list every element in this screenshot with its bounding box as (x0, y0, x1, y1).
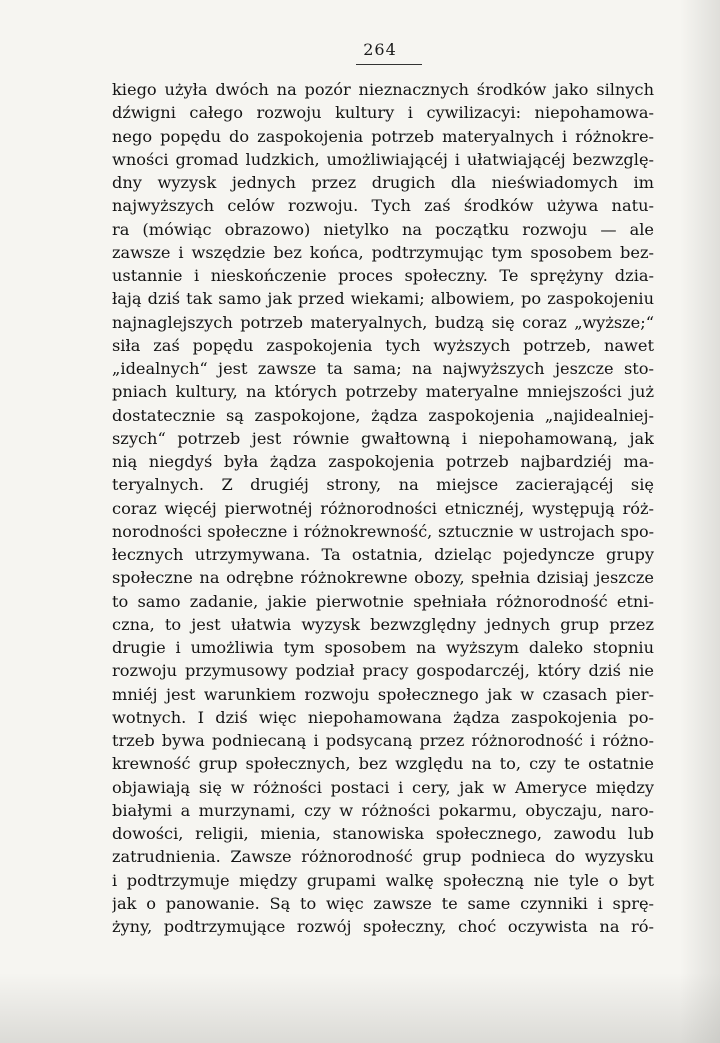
text-line: norodności społeczne i różnokrewność, sztucznie w ustrojach spo- (112, 521, 654, 541)
text-line: to samo zadanie, jakie pierwotnie spełniała różnorodność etni- (112, 591, 654, 611)
text-line: białymi a murzynami, czy w różności pokarmu, obyczaju, naro- (112, 800, 654, 820)
text-line: czna, to jest ułatwia wyzysk bezwzględny jednych grup przez (112, 614, 654, 634)
text-line: mniéj jest warunkiem rozwoju społecznego jak w czasach pier- (112, 684, 654, 704)
text-line: i podtrzymuje między grupami walkę społeczną nie tyle o byt (112, 870, 654, 890)
text-line: szych“ potrzeb jest równie gwałtowną i niepohamowaną, jak (112, 428, 654, 448)
text-line: coraz więcéj pierwotnéj różnorodności etnicznéj, występują róż- (112, 498, 654, 518)
text-line: „idealnych“ jest zawsze ta sama; na najwyższych jeszcze sto- (112, 359, 654, 378)
text-line: nego popędu do zaspokojenia potrzeb materyalnych i różnokre- (112, 126, 654, 146)
text-line: dny wyzysk jednych przez drugich dla nieświadomych im (112, 173, 654, 192)
text-line: kiego użyła dwóch na pozór nieznacznych środków jako silnych (112, 80, 654, 99)
page-number-rule (356, 64, 422, 65)
text-line: najwyższych celów rozwoju. Tych zaś środków używa natu- (112, 196, 654, 216)
text-line: wności gromad ludzkich, umożliwiającéj i ułatwiającéj bezwzglę- (112, 149, 654, 169)
text-line: zawsze i wszędzie bez końca, podtrzymując tym sposobem bez- (112, 242, 654, 262)
text-line: żyny, podtrzymujące rozwój społeczny, choć oczywista na ró- (112, 917, 654, 936)
text-line: teryalnych. Z drugiéj strony, na miejsce zacierającéj się (112, 475, 654, 495)
text-line: nią niegdyś była żądza zaspokojenia potrzeb najbardziéj ma- (112, 452, 654, 471)
text-line: dostatecznie są zaspokojone, żądza zaspokojenia „najidealniej- (112, 405, 654, 425)
text-line: najnaglejszych potrzeb materyalnych, budzą się coraz „wyższe;“ (112, 312, 654, 332)
text-line: pniach kultury, na których potrzeby materyalne mniejszości już (112, 382, 654, 402)
text-line: zatrudnienia. Zawsze różnorodność grup podnieca do wyzysku (112, 847, 654, 867)
body-text (112, 78, 654, 938)
text-line: wotnych. I dziś więc niepohamowana żądza zaspokojenia po- (112, 707, 654, 727)
text-line: trzeb bywa podniecaną i podsycaną przez różnorodność i różno- (112, 731, 654, 750)
text-line: drugie i umożliwia tym sposobem na wyższym daleko stopniu (112, 638, 654, 657)
text-line: dźwigni całego rozwoju kultury i cywilizacyi: niepohamowa- (112, 103, 654, 123)
text-line: łają dziś tak samo jak przed wiekami; albowiem, po zaspokojeniu (112, 289, 654, 309)
page-number: 264 (363, 40, 397, 59)
text-line: ustannie i nieskończenie proces społeczny. Te sprężyny dzia- (112, 266, 654, 285)
text-line: ra (mówiąc obrazowo) nietylko na początku rozwoju — ale (112, 219, 654, 239)
text-line: krewność grup społecznych, bez względu na to, czy te ostatnie (112, 754, 654, 774)
text-line: siła zaś popędu zaspokojenia tych wyższych potrzeb, nawet (112, 335, 654, 355)
text-line: łecznych utrzymywana. Ta ostatnia, dzieląc pojedyncze grupy (112, 545, 654, 564)
text-line: dowości, religii, mienia, stanowiska społecznego, zawodu lub (112, 824, 654, 843)
text-line: rozwoju przymusowy podział pracy gospodarczéj, który dziś nie (112, 661, 654, 681)
text-line: objawiają się w różności postaci i cery, jak w Ameryce między (112, 777, 654, 797)
text-line: społeczne na odrębne różnokrewne obozy, spełnia dzisiaj jeszcze (112, 568, 654, 588)
text-line: jak o panowanie. Są to więc zawsze te same czynniki i sprę- (112, 893, 654, 913)
